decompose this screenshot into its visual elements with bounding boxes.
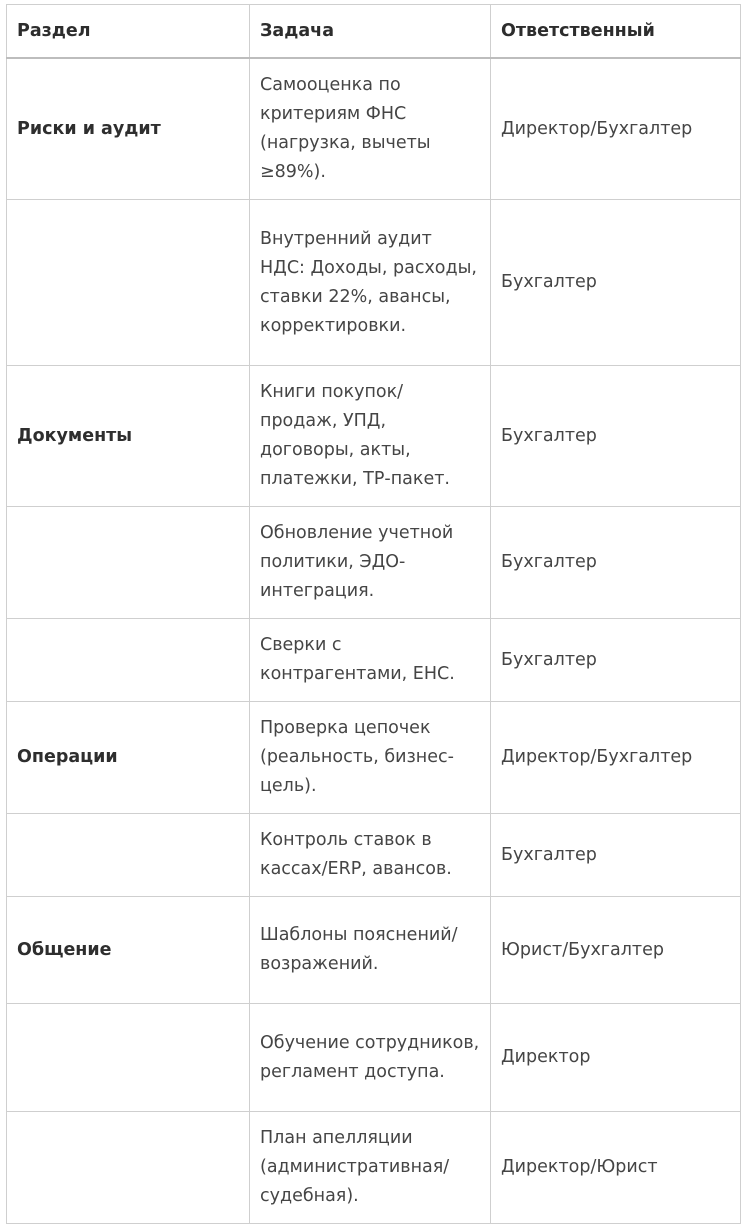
table-row [7,1112,741,1224]
task-cell: План апелляции (административная/ судебная). [250,1112,491,1224]
table-row [7,619,741,702]
task-cell: Шаблоны пояснений/ возражений. [250,897,491,1004]
section-cell [7,200,250,366]
owner-cell: Юрист/Бухгалтер [491,897,741,1004]
task-cell: Внутренний аудит НДС: Доходы, расходы, ставки 22%, авансы, корректировки. [250,200,491,366]
table-row [7,507,741,619]
table-row [7,200,741,366]
task-cell: Обучение сотрудников, регламент доступа. [250,1004,491,1112]
owner-cell: Бухгалтер [491,507,741,619]
table-row [7,897,741,1004]
owner-cell: Бухгалтер [491,200,741,366]
table-row [7,814,741,897]
table-row [7,1004,741,1112]
owner-cell: Директор/Бухгалтер [491,58,741,200]
responsibility-table-container [6,4,734,1224]
section-cell [7,619,250,702]
owner-cell: Бухгалтер [491,619,741,702]
task-cell: Самооценка по критериям ФНС (нагрузка, вычеты ≥89%). [250,58,491,200]
owner-cell: Бухгалтер [491,814,741,897]
section-cell: Документы [7,366,250,507]
owner-cell: Бухгалтер [491,366,741,507]
owner-cell: Директор/Юрист [491,1112,741,1224]
task-cell: Обновление учетной политики, ЭДО-интеграция. [250,507,491,619]
header-owner: Ответственный [491,5,741,59]
table-row [7,702,741,814]
section-cell: Общение [7,897,250,1004]
section-cell [7,1004,250,1112]
task-cell: Контроль ставок в кассах/ERP, авансов. [250,814,491,897]
header-row [7,5,741,59]
responsibility-table [6,4,741,1224]
table-header [7,5,741,59]
task-cell: Сверки с контрагентами, ЕНС. [250,619,491,702]
section-cell [7,507,250,619]
section-cell: Риски и аудит [7,58,250,200]
section-cell [7,1112,250,1224]
section-cell: Операции [7,702,250,814]
task-cell: Проверка цепочек (реальность, бизнес-цель). [250,702,491,814]
task-cell: Книги покупок/ продаж, УПД, договоры, акты, платежки, ТР-пакет. [250,366,491,507]
owner-cell: Директор/Бухгалтер [491,702,741,814]
header-section: Раздел [7,5,250,59]
header-task: Задача [250,5,491,59]
section-cell [7,814,250,897]
table-row [7,58,741,200]
owner-cell: Директор [491,1004,741,1112]
table-row [7,366,741,507]
table-body [7,58,741,1224]
